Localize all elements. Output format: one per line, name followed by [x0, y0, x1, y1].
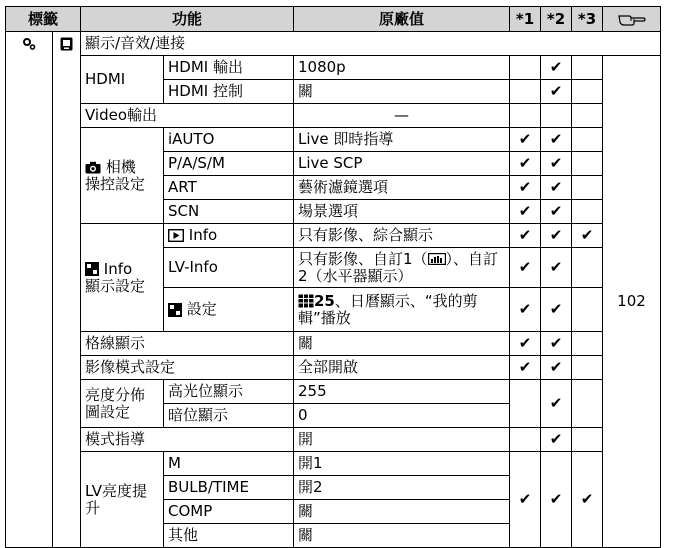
check-mark: ✔ — [518, 202, 532, 220]
check-cell-2 — [541, 356, 572, 380]
check-cell-2 — [541, 104, 572, 128]
check-mark: ✔ — [549, 334, 563, 352]
check-cell-2 — [541, 332, 572, 356]
iauto-value: Live 即時指導 — [294, 128, 510, 152]
lv-info-value-part1: 只有影像、自訂1（ — [298, 249, 428, 268]
scn-value: 場景選項 — [294, 200, 510, 224]
camera-group-line1: 相機 — [105, 157, 136, 176]
check-mark: ✔ — [549, 226, 563, 244]
table-row — [6, 356, 661, 380]
check-cell-2 — [541, 200, 572, 224]
lv-info-value — [294, 248, 510, 288]
check-cell-1 — [510, 288, 541, 332]
check-cell-2 — [541, 288, 572, 332]
mode-guide-label: 模式指導 — [81, 428, 294, 452]
check-cell-1 — [510, 356, 541, 380]
check-mark: ✔ — [518, 130, 532, 148]
lv-boost-comp-value: 關 — [294, 500, 510, 524]
check-mark: ✔ — [518, 178, 532, 196]
check-mark: ✔ — [518, 226, 532, 244]
mode-guide-value: 開 — [294, 428, 510, 452]
shadow-label: 暗位顯示 — [164, 404, 294, 428]
check-mark: ✔ — [549, 258, 563, 276]
page-ref: 102 — [603, 56, 661, 548]
info-group — [81, 224, 164, 332]
lv-info-label: LV-Info — [164, 248, 294, 288]
check-mark: ✔ — [518, 258, 532, 276]
lv-boost-m-value: 開1 — [294, 452, 510, 476]
check-cell-3 — [572, 200, 603, 224]
check-cell-1 — [510, 176, 541, 200]
video-out-value: — — [294, 104, 510, 128]
pasm-value: Live SCP — [294, 152, 510, 176]
check-mark: ✔ — [580, 490, 594, 508]
shadow-value: 0 — [294, 404, 510, 428]
check-cell-1 — [510, 224, 541, 248]
check-cell-3 — [572, 452, 603, 548]
check-cell-3 — [572, 332, 603, 356]
header-note-3: *3 — [572, 7, 603, 32]
info-group-line2: 顯示設定 — [85, 276, 146, 295]
check-cell-1 — [510, 128, 541, 152]
check-mark: ✔ — [549, 358, 563, 376]
info-settings-value-text: 、日曆顯示、“我的剪輯”播放 — [298, 291, 478, 327]
table-row — [6, 56, 661, 80]
check-cell-3 — [572, 128, 603, 152]
art-label: ART — [164, 176, 294, 200]
playback-info-text: Info — [188, 226, 218, 244]
grid-icon — [85, 262, 99, 276]
sub-tag-column — [53, 32, 81, 548]
check-cell-3 — [572, 356, 603, 380]
check-cell-2 — [541, 380, 572, 428]
check-cell-3 — [572, 176, 603, 200]
check-cell-1 — [510, 152, 541, 176]
check-mark: ✔ — [518, 334, 532, 352]
check-cell-1 — [510, 428, 541, 452]
check-cell-3 — [572, 288, 603, 332]
header-tab: 標籤 — [6, 7, 81, 32]
video-out-label: Video輸出 — [81, 104, 294, 128]
check-cell-2 — [541, 56, 572, 80]
check-cell-3 — [572, 104, 603, 128]
check-cell-1 — [510, 56, 541, 80]
check-cell-2 — [541, 428, 572, 452]
table-row — [6, 104, 661, 128]
lv-info-value-part2: ）、自訂2（水平器顯示） — [298, 249, 499, 285]
gears-icon — [22, 37, 36, 51]
histogram-group-line2: 圖設定 — [85, 402, 131, 421]
check-cell-3 — [572, 224, 603, 248]
pasm-label: P/A/S/M — [164, 152, 294, 176]
camera-icon — [85, 161, 101, 174]
hdmi-control-value: 關 — [294, 80, 510, 104]
info-settings-value — [294, 288, 510, 332]
check-mark: ✔ — [549, 130, 563, 148]
check-cell-2 — [541, 80, 572, 104]
art-value: 藝術濾鏡選項 — [294, 176, 510, 200]
check-mark: ✔ — [518, 154, 532, 172]
scn-label: SCN — [164, 200, 294, 224]
check-mark: ✔ — [549, 58, 563, 76]
lv-boost-bulb-value: 開2 — [294, 476, 510, 500]
settings-table — [5, 6, 661, 548]
table-row — [6, 332, 661, 356]
lv-boost-other-value: 關 — [294, 524, 510, 548]
lv-boost-comp-label: COMP — [164, 500, 294, 524]
check-cell-1 — [510, 80, 541, 104]
highlight-value: 255 — [294, 380, 510, 404]
check-mark: ✔ — [518, 490, 532, 508]
check-cell-3 — [572, 56, 603, 80]
playback-info-value: 只有影像、綜合顯示 — [294, 224, 510, 248]
check-cell-1 — [510, 452, 541, 548]
check-cell-3 — [572, 152, 603, 176]
check-cell-1 — [510, 248, 541, 288]
table-row — [6, 224, 661, 248]
check-cell-1 — [510, 380, 541, 428]
check-mark: ✔ — [549, 154, 563, 172]
check-mark: ✔ — [549, 178, 563, 196]
histogram-icon — [428, 253, 446, 265]
hdmi-output-label: HDMI 輸出 — [164, 56, 294, 80]
hdmi-output-value: 1080p — [294, 56, 510, 80]
grid-icon — [168, 303, 182, 317]
lv-boost-m-label: M — [164, 452, 294, 476]
lv-boost-group-line1: LV亮度提 — [85, 481, 147, 500]
table-row — [6, 128, 661, 152]
playback-icon — [168, 229, 184, 242]
lv-boost-other-label: 其他 — [164, 524, 294, 548]
check-cell-1 — [510, 104, 541, 128]
check-cell-2 — [541, 128, 572, 152]
header-function: 功能 — [81, 7, 294, 32]
lv-boost-bulb-label: BULB/TIME — [164, 476, 294, 500]
grid-display-label: 格線顯示 — [81, 332, 294, 356]
table-row — [6, 452, 661, 476]
camera-group-line2: 操控設定 — [85, 174, 146, 193]
highlight-label: 高光位顯示 — [164, 380, 294, 404]
check-cell-2 — [541, 176, 572, 200]
index-icon — [298, 294, 314, 308]
check-mark: ✔ — [580, 226, 594, 244]
table-row — [6, 380, 661, 404]
check-mark: ✔ — [518, 300, 532, 318]
check-cell-2 — [541, 452, 572, 548]
hdmi-control-label: HDMI 控制 — [164, 80, 294, 104]
check-cell-2 — [541, 224, 572, 248]
info-group-line1: Info — [103, 259, 133, 278]
header-note-2: *2 — [541, 7, 572, 32]
section-title: 顯示/音效/連接 — [81, 32, 661, 56]
check-mark: ✔ — [549, 82, 563, 100]
header-default: 原廠值 — [294, 7, 510, 32]
check-cell-3 — [572, 428, 603, 452]
check-cell-3 — [572, 80, 603, 104]
pointing-hand-icon — [618, 12, 646, 26]
check-mark: ✔ — [549, 430, 563, 448]
section-row — [6, 32, 661, 56]
check-mark: ✔ — [549, 202, 563, 220]
check-mark: ✔ — [549, 394, 563, 412]
camera-group — [81, 128, 164, 224]
info-settings-text: 設定 — [186, 300, 217, 318]
check-cell-2 — [541, 248, 572, 288]
header-row — [6, 7, 661, 32]
header-page-ref — [603, 7, 661, 32]
hdmi-group: HDMI — [81, 56, 164, 104]
playback-info-label — [164, 224, 294, 248]
check-cell-1 — [510, 332, 541, 356]
check-cell-2 — [541, 152, 572, 176]
check-cell-3 — [572, 380, 603, 428]
iauto-label: iAUTO — [164, 128, 294, 152]
header-note-1: *1 — [510, 7, 541, 32]
lv-boost-group-line2: 升 — [85, 498, 101, 517]
grid-display-value: 關 — [294, 332, 510, 356]
check-cell-3 — [572, 248, 603, 288]
check-mark: ✔ — [549, 300, 563, 318]
picture-mode-label: 影像模式設定 — [81, 356, 294, 380]
index-count: 25 — [314, 291, 335, 310]
check-mark: ✔ — [549, 490, 563, 508]
lv-boost-group — [81, 452, 164, 548]
check-mark: ✔ — [518, 358, 532, 376]
display-menu-icon — [60, 37, 73, 51]
info-settings-label — [164, 288, 294, 332]
histogram-group — [81, 380, 164, 428]
check-cell-1 — [510, 200, 541, 224]
table-row — [6, 428, 661, 452]
picture-mode-value: 全部開啟 — [294, 356, 510, 380]
tag-column — [6, 32, 53, 548]
histogram-group-line1: 亮度分佈 — [85, 385, 146, 404]
